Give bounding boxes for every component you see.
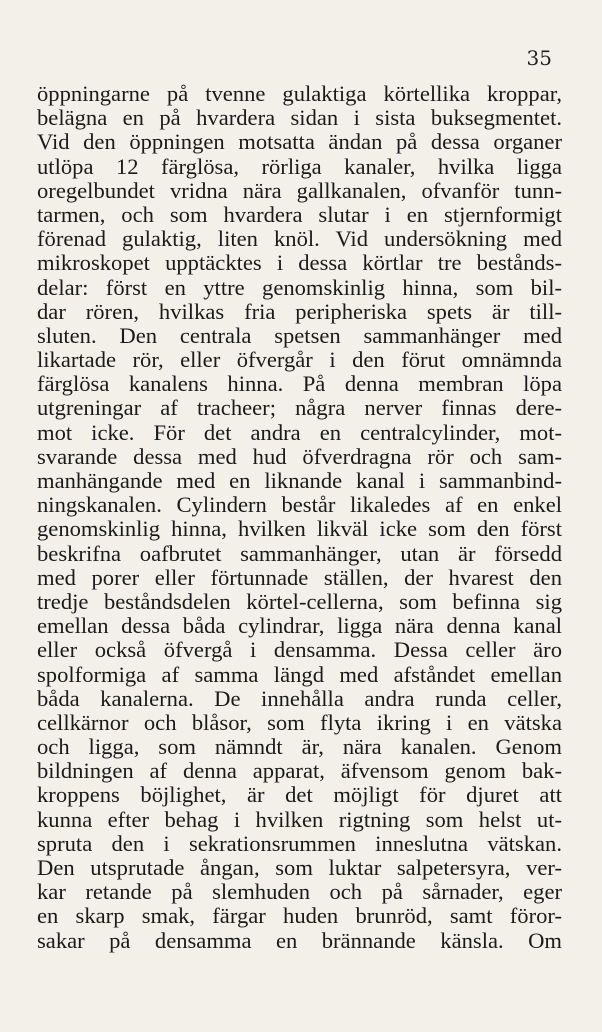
text-line: belägna en på hvardera sidan i sista buksegmentet.	[37, 105, 562, 131]
text-line: kunna efter behag i hvilken rigtning som helst ut-	[37, 806, 562, 832]
page-number: 35	[526, 46, 552, 70]
text-line: förenad gulaktig, liten knöl. Vid undersökning med	[37, 226, 562, 252]
text-line: Den utsprutade ångan, som luktar salpetersyra, ver-	[37, 855, 562, 880]
text-line: eller också öfvergå i densamma. Dessa celler äro	[37, 637, 562, 663]
text-line: delar: först en yttre genomskinlig hinna, som bil-	[37, 274, 562, 300]
text-line: med porer eller förtunnade ställen, der hvarest den	[37, 564, 562, 590]
text-line: utlöpa 12 färglösa, rörliga kanaler, hvilka ligga	[37, 153, 562, 179]
text-line: tarmen, och som hvardera slutar i en stjernformigt	[37, 201, 562, 227]
text-line: emellan dessa båda cylindrar, ligga nära denna kanal	[37, 613, 562, 639]
text-line: svarande dessa med hud öfverdragna rör och sam-	[37, 443, 562, 469]
body-text	[37, 82, 562, 953]
text-line: oregelbundet vridna nära gallkanalen, ofvanför tunn-	[37, 177, 562, 203]
text-line: spruta den i sekrationsrummen inneslutna vätskan.	[37, 830, 562, 856]
text-line: öppningarne på tvenne gulaktiga körtellika kroppar,	[37, 81, 562, 106]
text-line: utgreningar af tracheer; några nerver finnas dere-	[37, 395, 562, 421]
text-line: tredje beståndsdelen körtel-cellerna, som befinna sig	[37, 588, 562, 614]
text-line: cellkärnor och blåsor, som flyta ikring i en vätska	[37, 709, 562, 735]
text-line: mikroskopet upptäcktes i dessa körtlar tre bestånds-	[37, 250, 562, 276]
text-line: kroppens böjlighet, är det möjligt för djuret att	[37, 782, 562, 808]
text-line: beskrifna oafbrutet sammanhänger, utan är försedd	[37, 540, 562, 566]
text-line: sluten. Den centrala spetsen sammanhänger med	[37, 322, 562, 348]
text-line: ningskanalen. Cylindern består likaledes af en enkel	[37, 492, 562, 518]
text-line: spolformiga af samma längd med afståndet emellan	[37, 661, 562, 687]
text-line: genomskinlig hinna, hvilken likväl icke som den först	[37, 516, 562, 542]
text-line: mot icke. För det andra en centralcylinder, mot-	[37, 419, 562, 445]
text-line: och ligga, som nämndt är, nära kanalen. Genom	[37, 734, 562, 760]
text-line: bildningen af denna apparat, äfvensom genom bak-	[37, 758, 562, 784]
text-line: en skarp smak, färgar huden brunröd, samt föror-	[37, 903, 562, 929]
text-line: Vid den öppningen motsatta ändan på dessa organer	[37, 129, 562, 155]
text-line: sakar på densamma en brännande känsla. Om	[37, 927, 562, 953]
text-line: färglösa kanalens hinna. På denna membran löpa	[37, 371, 562, 397]
text-line: manhängande med en liknande kanal i sammanbind-	[37, 468, 562, 493]
text-line: dar rören, hvilkas fria peripheriska spets är till-	[37, 298, 562, 324]
text-line: kar retande på slemhuden och på sårnader, eger	[37, 879, 562, 905]
text-line: likartade rör, eller öfvergår i den förut omnämnda	[37, 347, 562, 373]
text-line: båda kanalerna. De innehålla andra runda celler,	[37, 685, 562, 711]
